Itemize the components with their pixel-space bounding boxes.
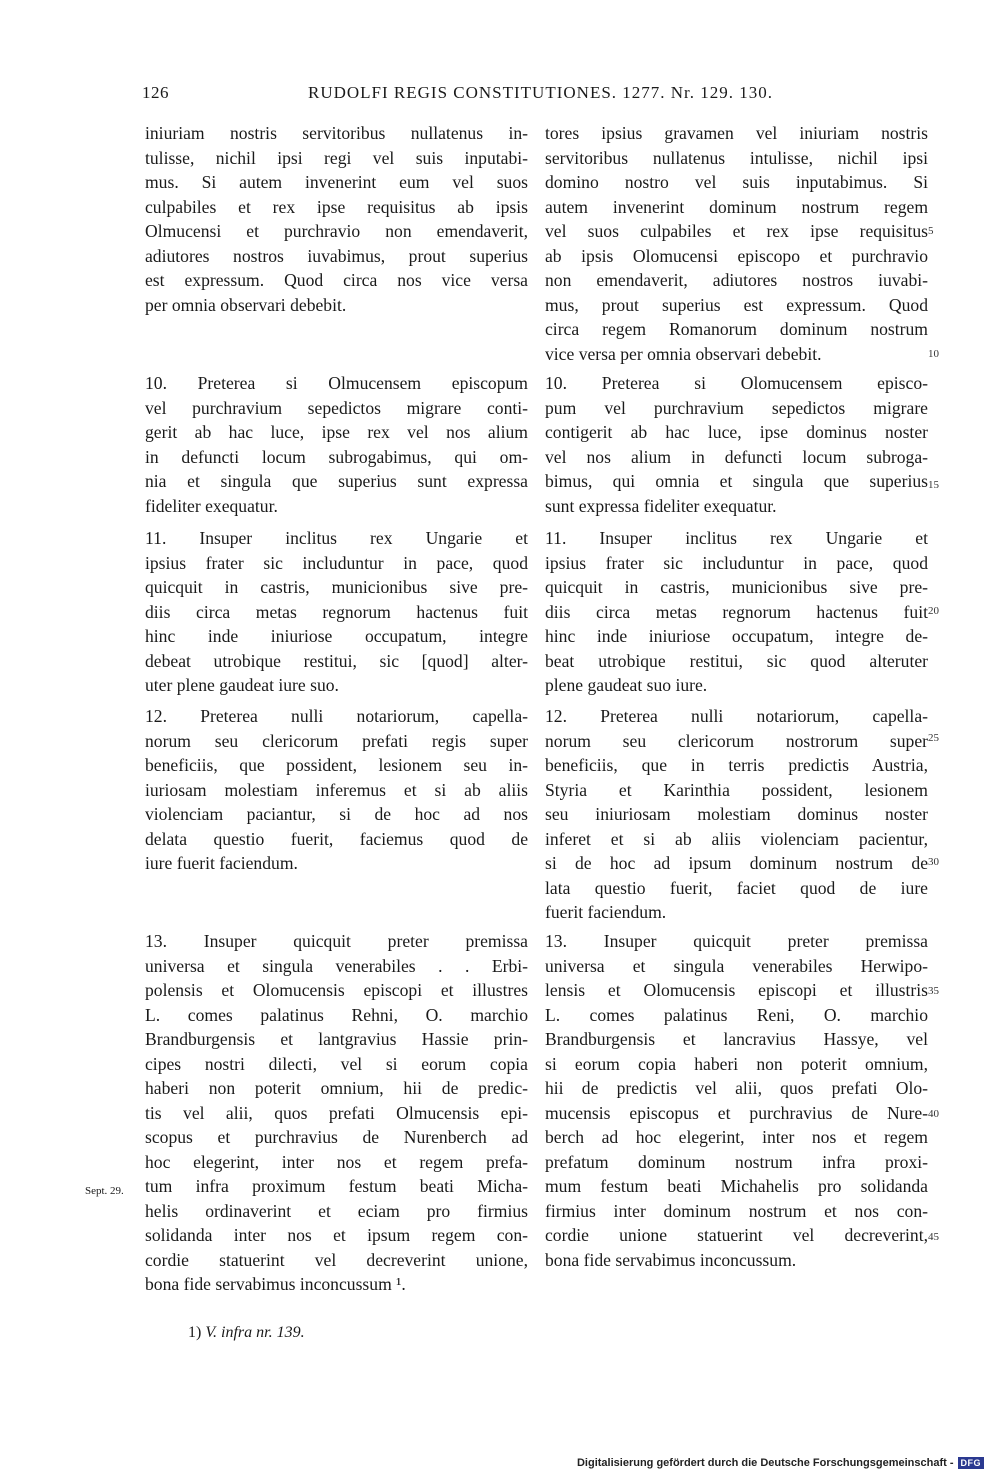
text-line: delata questio fuerit, faciemus quod de <box>145 828 528 849</box>
left-paragraph-12 <box>145 704 528 876</box>
text-line: nia et singula que superius sunt expressa <box>145 471 528 491</box>
text-line: diis circa metas regnorum hactenus fuit <box>145 601 528 622</box>
text-line: plene gaudeat suo iure. <box>545 675 708 695</box>
text-line: haberi non poterit omnium, hii de predic- <box>145 1078 528 1098</box>
text-line: universa et singula venerabiles . . Erbi- <box>145 955 528 976</box>
text-line: Styria et Karinthia possident, lesionem <box>545 779 928 800</box>
text-line: norum seu clericorum prefati regis super <box>145 730 528 751</box>
text-line: domino nostro vel suis inputabimus. Si <box>545 172 928 192</box>
text-line: mus, prout superius est expressum. Quod <box>545 294 928 315</box>
text-line: non emendaverit, adiutores nostros iuvabi- <box>545 270 928 290</box>
text-line: violenciam paciantur, si de hoc ad nos <box>145 804 528 824</box>
text-line: bona fide servabimus inconcussum. <box>545 1249 797 1270</box>
right-paragraph-10 <box>545 371 928 518</box>
text-line: L. comes palatinus Reni, O. marchio <box>545 1004 928 1025</box>
text-line: berch ad hoc elegerint, inter nos et regem <box>545 1127 928 1147</box>
right-paragraph-13 <box>545 929 928 1272</box>
text-line: 12. Preterea nulli notariorum, capella- <box>545 706 928 726</box>
text-line: inferet et si ab aliis violenciam pacientur, <box>545 828 928 849</box>
text-line: vice versa per omnia observari debebit. <box>545 343 822 364</box>
margin-line-number: 45 <box>928 1231 939 1243</box>
side-note-date: Sept. 29. <box>85 1185 124 1197</box>
text-line: beneficiis, que possident, lesionem seu in- <box>145 755 528 775</box>
text-line: mus. Si autem invenerint eum vel suos <box>145 172 528 192</box>
text-line: lensis et Olomucensis episcopi et illustris <box>545 980 928 1000</box>
text-line: autem invenerint dominum nostrum regem <box>545 196 928 217</box>
text-line: ab ipsis Olomucensi episcopo et purchravio <box>545 245 928 266</box>
text-line: bimus, qui omnia et singula que superius <box>545 471 928 491</box>
text-line: L. comes palatinus Rehni, O. marchio <box>145 1004 528 1025</box>
text-line: lata questio fuerit, faciet quod de iure <box>545 877 928 898</box>
margin-line-number: 25 <box>928 732 939 744</box>
text-line: cipes nostri dilecti, vel si eorum copia <box>145 1053 528 1074</box>
text-line: hii de predictis vel alii, quos prefati Olo- <box>545 1078 928 1098</box>
text-line: beat utrobique restitui, sic quod alteruter <box>545 650 928 671</box>
text-line: tis vel alii, quos prefati Olmucensis epi- <box>145 1102 528 1123</box>
left-paragraph-intro <box>145 121 528 317</box>
footnote <box>188 1324 305 1342</box>
text-line: Brandburgensis et lancravius Hassye, vel <box>545 1029 928 1049</box>
text-line: hoc elegerint, inter nos et regem prefa- <box>145 1151 528 1172</box>
text-line: iniuriam nostris servitoribus nullatenus in- <box>145 123 528 143</box>
text-line: 13. Insuper quicquit preter premissa <box>145 931 528 951</box>
text-line: fuerit faciendum. <box>545 902 667 922</box>
text-line: mum festum beati Michahelis pro solidanda <box>545 1176 928 1196</box>
text-line: fideliter exequatur. <box>145 495 278 516</box>
text-line: scopus et purchravius de Nurenberch ad <box>145 1127 528 1147</box>
text-line: 13. Insuper quicquit preter premissa <box>545 931 928 951</box>
right-paragraph-11 <box>545 526 928 698</box>
text-line: universa et singula venerabiles Herwipo- <box>545 955 928 976</box>
text-line: uter plene gaudeat iure suo. <box>145 675 339 695</box>
digitization-text: Digitalisierung gefördert durch die Deutsche Forschungsgemeinschaft - <box>576 1457 954 1469</box>
right-paragraph-intro <box>545 121 928 366</box>
margin-line-number: 35 <box>928 985 939 997</box>
right-paragraph-12 <box>545 704 928 925</box>
text-line: cordie statuerint vel decreverint unione, <box>145 1249 528 1270</box>
text-line: vel nos alium in defuncti locum subroga- <box>545 446 928 467</box>
text-line: pum vel purchravium sepedictos migrare <box>545 397 928 418</box>
text-line: Olmucensi et purchravio non emendaverit, <box>145 221 528 241</box>
text-line: gerit ab hac luce, ipse rex vel nos alium <box>145 422 528 442</box>
text-line: bona fide servabimus inconcussum ¹. <box>145 1274 406 1294</box>
page-number: 126 <box>142 83 169 102</box>
text-line: 11. Insuper inclitus rex Ungarie et <box>545 528 928 548</box>
text-line: ipsius frater sic includuntur in pace, quod <box>545 552 928 573</box>
text-line: iure fuerit faciendum. <box>145 853 298 873</box>
text-line: tulisse, nichil ipsi regi vel suis inputabi- <box>145 147 528 168</box>
text-line: quicquit in castris, municionibus sive pre- <box>545 577 928 597</box>
text-line: firmius inter dominum nostrum et nos con- <box>545 1200 928 1221</box>
text-line: servitoribus nullatenus intulisse, nichil ipsi <box>545 147 928 168</box>
margin-line-number: 10 <box>928 348 939 360</box>
text-line: si eorum copia haberi non poterit omnium, <box>545 1053 928 1074</box>
text-line: sunt expressa fideliter exequatur. <box>545 495 777 516</box>
text-line: vel suos culpabiles et rex ipse requisitus <box>545 221 928 241</box>
text-line: in defuncti locum subrogabimus, qui om- <box>145 446 528 467</box>
text-line: est expressum. Quod circa nos vice versa <box>145 270 528 290</box>
margin-line-number: 40 <box>928 1108 939 1120</box>
text-line: tum infra proximum festum beati Micha- <box>145 1176 528 1196</box>
text-line: diis circa metas regnorum hactenus fuit <box>545 601 928 622</box>
text-line: per omnia observari debebit. <box>145 294 347 315</box>
dfg-logo: DFG <box>958 1457 985 1469</box>
text-line: 10. Preterea si Olomucensem episco- <box>545 373 928 393</box>
margin-line-number: 20 <box>928 605 939 617</box>
digitization-notice <box>577 1457 984 1469</box>
text-line: iuriosam molestiam inferemus et si ab aliis <box>145 779 528 800</box>
margin-line-number: 15 <box>928 479 939 491</box>
text-line: contigerit ab hac luce, ipse dominus noster <box>545 422 928 442</box>
text-line: tores ipsius gravamen vel iniuriam nostris <box>545 123 928 143</box>
footnote-text: V. infra nr. 139. <box>205 1324 305 1341</box>
text-line: beneficiis, que in terris predictis Austria, <box>545 755 928 775</box>
text-line: cordie unione statuerint vel decreverint, <box>545 1225 928 1245</box>
text-line: hinc inde iniuriose occupatum, integre <box>145 626 528 646</box>
text-line: debeat utrobique restitui, sic [quod] alter- <box>145 650 528 671</box>
text-line: Brandburgensis et lantgravius Hassie prin- <box>145 1029 528 1049</box>
left-paragraph-13 <box>145 929 528 1297</box>
text-line: 10. Preterea si Olmucensem episcopum <box>145 373 528 393</box>
text-line: culpabiles et rex ipse requisitus ab ipsis <box>145 196 528 217</box>
margin-line-number: 30 <box>928 856 939 868</box>
margin-line-number: 5 <box>928 225 934 237</box>
page-header <box>140 83 930 113</box>
text-line: mucensis episcopus et purchravius de Nure- <box>545 1102 928 1123</box>
running-head: RUDOLFI REGIS CONSTITUTIONES. 1277. Nr. 129. 130. <box>308 83 774 102</box>
left-paragraph-11 <box>145 526 528 698</box>
text-line: helis ordinaverint et eciam pro firmius <box>145 1200 528 1221</box>
text-line: quicquit in castris, municionibus sive pre- <box>145 577 528 597</box>
left-paragraph-10 <box>145 371 528 518</box>
footnote-mark: 1) <box>188 1324 202 1341</box>
text-line: seu iniuriosam molestiam dominus noster <box>545 804 928 824</box>
text-line: 11. Insuper inclitus rex Ungarie et <box>145 528 528 548</box>
text-line: si de hoc ad ipsum dominum nostrum de <box>545 853 928 873</box>
text-line: adiutores nostros iuvabimus, prout superius <box>145 245 528 266</box>
text-line: prefatum dominum nostrum infra proxi- <box>545 1151 928 1172</box>
text-line: norum seu clericorum nostrorum super <box>545 730 928 751</box>
text-line: vel purchravium sepedictos migrare conti- <box>145 397 528 418</box>
text-line: ipsius frater sic includuntur in pace, quod <box>145 552 528 573</box>
text-line: solidanda inter nos et ipsum regem con- <box>145 1225 528 1245</box>
text-line: polensis et Olomucensis episcopi et illustres <box>145 980 528 1000</box>
text-line: hinc inde iniuriose occupatum, integre de- <box>545 626 928 646</box>
text-line: 12. Preterea nulli notariorum, capella- <box>145 706 528 726</box>
text-line: circa regem Romanorum dominum nostrum <box>545 319 928 339</box>
